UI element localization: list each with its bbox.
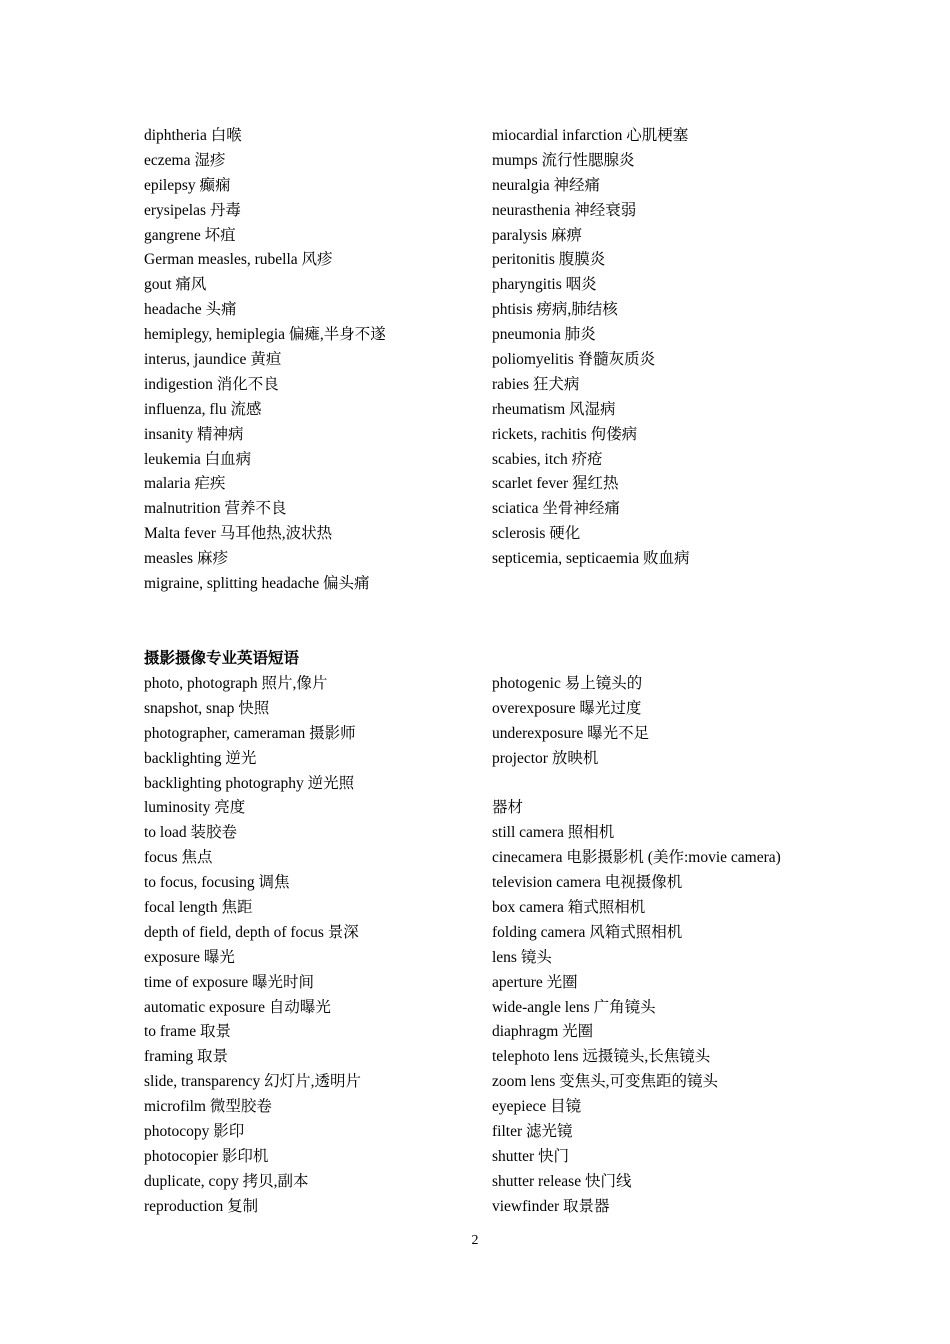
term-entry: lens 镜头 xyxy=(492,948,552,966)
term-entry: automatic exposure 自动曝光 xyxy=(144,998,331,1016)
term-entry: time of exposure 曝光时间 xyxy=(144,973,315,991)
term-entry: mumps 流行性腮腺炎 xyxy=(492,151,635,169)
term-entry: influenza, flu 流感 xyxy=(144,400,262,418)
term-entry: malaria 疟疾 xyxy=(144,475,226,493)
term-entry: to load 装胶卷 xyxy=(144,824,237,842)
term-entry: neuralgia 神经痛 xyxy=(492,176,601,194)
term-entry: scarlet fever 猩红热 xyxy=(492,475,619,493)
term-entry: measles 麻疹 xyxy=(144,550,228,568)
term-entry: slide, transparency 幻灯片,透明片 xyxy=(144,1073,361,1091)
term-entry: rabies 狂犬病 xyxy=(492,375,580,393)
term-entry: luminosity 亮度 xyxy=(144,799,246,817)
term-entry: pharyngitis 咽炎 xyxy=(492,276,597,294)
term-entry: television camera 电视摄像机 xyxy=(492,874,683,892)
term-entry: shutter 快门 xyxy=(492,1147,570,1165)
term-entry: microfilm 微型胶卷 xyxy=(144,1098,272,1116)
term-entry: septicemia, septicaemia 败血病 xyxy=(492,550,690,568)
term-entry: eyepiece 目镜 xyxy=(492,1098,582,1116)
term-entry: overexposure 曝光过度 xyxy=(492,699,642,717)
term-entry: cinecamera 电影摄影机 (美作:movie camera) xyxy=(492,849,781,867)
term-entry: hemiplegy, hemiplegia 偏瘫,半身不遂 xyxy=(144,326,386,344)
term-entry: duplicate, copy 拷贝,副本 xyxy=(144,1172,309,1190)
term-entry: headache 头痛 xyxy=(144,301,237,319)
term-entry: malnutrition 营养不良 xyxy=(144,500,287,518)
term-entry: focus 焦点 xyxy=(144,849,213,867)
term-entry: photographer, cameraman 摄影师 xyxy=(144,724,356,742)
term-entry: exposure 曝光 xyxy=(144,948,235,966)
term-entry: aperture 光圈 xyxy=(492,973,578,991)
photography-right-column xyxy=(492,672,781,1220)
term-entry: photocopy 影印 xyxy=(144,1123,245,1141)
term-entry: framing 取景 xyxy=(144,1048,228,1066)
term-entry: rheumatism 风湿病 xyxy=(492,400,616,418)
term-entry: depth of field, depth of focus 景深 xyxy=(144,923,359,941)
subheading-equipment: 器材 xyxy=(492,799,524,817)
term-entry: still camera 照相机 xyxy=(492,824,615,842)
diseases-right-column xyxy=(492,124,690,572)
term-entry: sciatica 坐骨神经痛 xyxy=(492,500,620,518)
term-entry: insanity 精神病 xyxy=(144,425,244,443)
term-entry: erysipelas 丹毒 xyxy=(144,201,241,219)
term-entry: leukemia 白血病 xyxy=(144,450,252,468)
term-entry: backlighting photography 逆光照 xyxy=(144,774,355,792)
term-entry: diaphragm 光圈 xyxy=(492,1023,594,1041)
term-entry: migraine, splitting headache 偏头痛 xyxy=(144,575,370,593)
term-entry: German measles, rubella 风疹 xyxy=(144,251,333,269)
term-entry: eczema 湿疹 xyxy=(144,151,226,169)
term-entry: peritonitis 腹膜炎 xyxy=(492,251,606,269)
term-entry: folding camera 风箱式照相机 xyxy=(492,923,683,941)
blank-line xyxy=(492,772,781,797)
term-entry: poliomyelitis 脊髓灰质炎 xyxy=(492,351,656,369)
term-entry: Malta fever 马耳他热,波状热 xyxy=(144,525,333,543)
diseases-left-column xyxy=(144,124,386,597)
term-entry: filter 滤光镜 xyxy=(492,1123,573,1141)
term-entry: paralysis 麻痹 xyxy=(492,226,582,244)
term-entry: neurasthenia 神经衰弱 xyxy=(492,201,637,219)
term-entry: telephoto lens 远摄镜头,长焦镜头 xyxy=(492,1048,711,1066)
term-entry: indigestion 消化不良 xyxy=(144,375,279,393)
term-entry: rickets, rachitis 佝偻病 xyxy=(492,425,638,443)
term-entry: miocardial infarction 心肌梗塞 xyxy=(492,127,689,144)
term-entry: epilepsy 癫痫 xyxy=(144,176,231,194)
page-number: 2 xyxy=(471,1233,479,1248)
term-entry: gangrene 坏疽 xyxy=(144,226,236,244)
term-entry: reproduction 复制 xyxy=(144,1197,259,1215)
term-entry: projector 放映机 xyxy=(492,749,599,767)
term-entry: backlighting 逆光 xyxy=(144,749,257,767)
term-entry: focal length 焦距 xyxy=(144,899,253,917)
term-entry: to frame 取景 xyxy=(144,1023,231,1041)
term-entry: photocopier 影印机 xyxy=(144,1147,269,1165)
term-entry: underexposure 曝光不足 xyxy=(492,724,650,742)
term-entry: gout 痛风 xyxy=(144,276,207,294)
term-entry: viewfinder 取景器 xyxy=(492,1197,610,1215)
term-entry: wide-angle lens 广角镜头 xyxy=(492,998,656,1016)
term-entry: photo, photograph 照片,像片 xyxy=(144,675,328,692)
term-entry: to focus, focusing 调焦 xyxy=(144,874,290,892)
term-entry: zoom lens 变焦头,可变焦距的镜头 xyxy=(492,1073,719,1091)
term-entry: photogenic 易上镜头的 xyxy=(492,675,643,692)
term-entry: shutter release 快门线 xyxy=(492,1172,632,1190)
section-title-photography: 摄影摄像专业英语短语 xyxy=(144,650,300,667)
term-entry: scabies, itch 疥疮 xyxy=(492,450,603,468)
term-entry: diphtheria 白喉 xyxy=(144,127,242,144)
term-entry: phtisis 痨病,肺结核 xyxy=(492,301,618,319)
term-entry: pneumonia 肺炎 xyxy=(492,326,596,344)
term-entry: snapshot, snap 快照 xyxy=(144,699,270,717)
term-entry: interus, jaundice 黄疸 xyxy=(144,351,282,369)
photography-left-column xyxy=(144,672,361,1220)
term-entry: sclerosis 硬化 xyxy=(492,525,581,543)
term-entry: box camera 箱式照相机 xyxy=(492,899,646,917)
